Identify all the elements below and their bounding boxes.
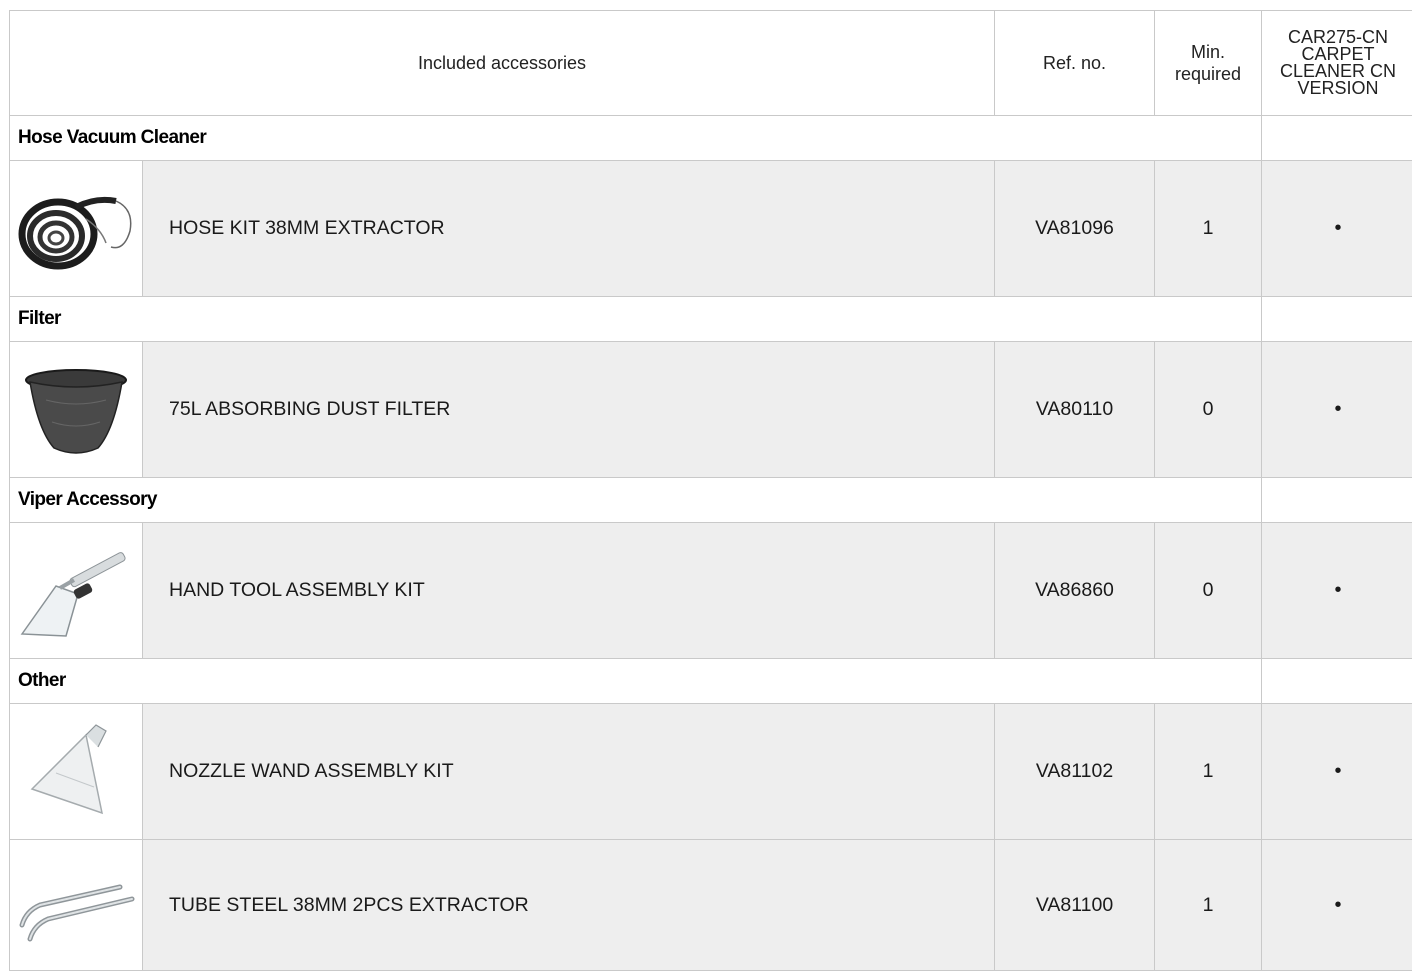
item-min-required: 0 (1155, 342, 1262, 478)
header-model-line3: CLEANER CN (1279, 61, 1397, 81)
hose-icon (10, 161, 143, 297)
item-description: HOSE KIT 38MM EXTRACTOR (143, 161, 995, 297)
category-spacer (1262, 297, 1412, 342)
table-header-row (10, 11, 1412, 116)
table-row (10, 840, 1412, 971)
category-spacer (1262, 116, 1412, 161)
header-model-line4: VERSION (1297, 78, 1379, 98)
header-ref-no: Ref. no. (995, 11, 1155, 116)
item-min-required: 1 (1155, 840, 1262, 971)
header-min-line2: required (1174, 64, 1242, 84)
included-bullet: • (1262, 704, 1412, 840)
table-row (10, 523, 1412, 659)
item-description: TUBE STEEL 38MM 2PCS EXTRACTOR (143, 840, 995, 971)
included-bullet: • (1262, 161, 1412, 297)
header-model-line2: CARPET (1301, 44, 1375, 64)
included-bullet: • (1262, 523, 1412, 659)
nozzle-wand-icon (10, 704, 143, 840)
item-description: HAND TOOL ASSEMBLY KIT (143, 523, 995, 659)
included-bullet: • (1262, 840, 1412, 971)
hand-tool-icon (10, 523, 143, 659)
table-row (10, 704, 1412, 840)
item-description: NOZZLE WAND ASSEMBLY KIT (143, 704, 995, 840)
item-description: 75L ABSORBING DUST FILTER (143, 342, 995, 478)
category-label: Other (10, 659, 1262, 704)
header-min-required (1155, 11, 1262, 116)
item-ref: VA81102 (995, 704, 1155, 840)
filter-icon (10, 342, 143, 478)
item-ref: VA80110 (995, 342, 1155, 478)
category-label: Filter (10, 297, 1262, 342)
header-model-line1: CAR275-CN (1287, 27, 1389, 47)
accessories-table (9, 10, 1412, 971)
header-min-line1: Min. (1190, 42, 1225, 62)
category-label: Hose Vacuum Cleaner (10, 116, 1262, 161)
category-row-filter (10, 297, 1412, 342)
header-model (1262, 11, 1412, 116)
item-ref: VA81100 (995, 840, 1155, 971)
item-ref: VA81096 (995, 161, 1155, 297)
item-min-required: 1 (1155, 704, 1262, 840)
category-label: Viper Accessory (10, 478, 1262, 523)
category-row-viper-accessory (10, 478, 1412, 523)
item-min-required: 0 (1155, 523, 1262, 659)
item-ref: VA86860 (995, 523, 1155, 659)
header-included-accessories: Included accessories (10, 11, 995, 116)
table-row (10, 161, 1412, 297)
category-row-hose (10, 116, 1412, 161)
included-bullet: • (1262, 342, 1412, 478)
category-spacer (1262, 478, 1412, 523)
table-row (10, 342, 1412, 478)
item-min-required: 1 (1155, 161, 1262, 297)
category-spacer (1262, 659, 1412, 704)
category-row-other (10, 659, 1412, 704)
steel-tube-icon (10, 840, 143, 971)
